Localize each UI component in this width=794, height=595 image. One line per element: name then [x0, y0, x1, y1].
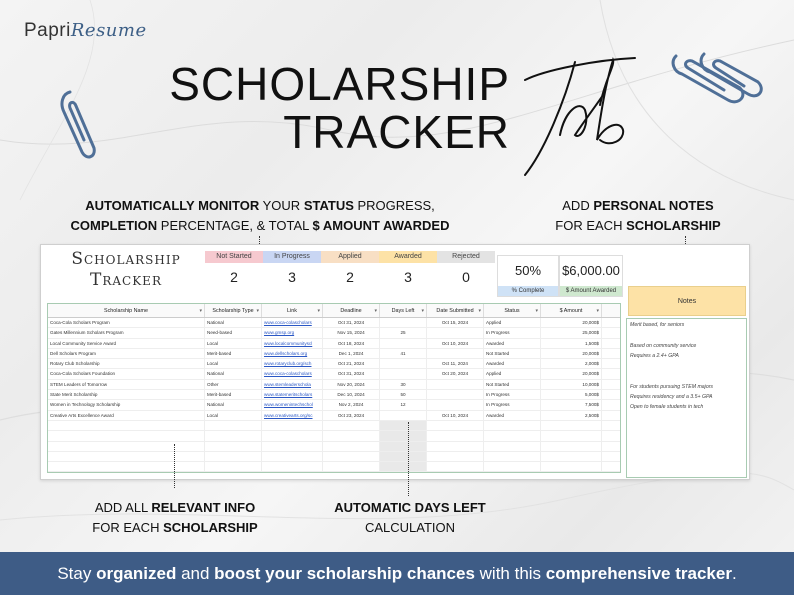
column-header[interactable]: Status ▾ — [484, 304, 541, 317]
table-cell[interactable]: Oct 31, 2024 — [323, 369, 380, 378]
table-cell[interactable]: Nov 15, 2024 — [323, 328, 380, 337]
table-cell[interactable] — [541, 431, 602, 440]
page-title — [150, 60, 510, 156]
table-cell[interactable]: Local — [205, 411, 262, 420]
note-text[interactable]: Open to female students in tech — [630, 404, 704, 411]
table-cell[interactable]: Nov 20, 2024 — [323, 380, 380, 389]
table-cell[interactable]: Awarded — [484, 339, 541, 348]
table-cell[interactable] — [48, 462, 205, 471]
table-cell[interactable]: www.coca-colascholars — [262, 318, 323, 327]
table-cell[interactable] — [380, 318, 427, 327]
table-cell[interactable] — [484, 421, 541, 430]
tab-script-lettering — [505, 40, 655, 185]
table-cell[interactable] — [427, 349, 484, 358]
table-cell[interactable]: Local Community Service Award — [48, 339, 205, 348]
table-cell[interactable] — [380, 339, 427, 348]
table-cell[interactable]: Local — [205, 359, 262, 368]
table-cell[interactable]: 25 — [380, 328, 427, 337]
table-cell[interactable]: Oct 21, 2024 — [323, 359, 380, 368]
table-cell[interactable] — [484, 431, 541, 440]
note-text[interactable]: Requires a 2.4+ GPA — [630, 352, 679, 359]
callout-days-left: AUTOMATIC DAYS LEFT CALCULATION — [334, 500, 486, 535]
table-cell[interactable] — [205, 452, 262, 461]
table-cell[interactable] — [380, 462, 427, 471]
table-cell[interactable]: Applied — [484, 369, 541, 378]
table-cell[interactable] — [427, 390, 484, 399]
table-row[interactable] — [48, 380, 620, 390]
table-cell[interactable] — [48, 452, 205, 461]
table-cell[interactable]: Merit-based — [205, 349, 262, 358]
table-cell[interactable]: In Progress — [484, 390, 541, 399]
table-cell[interactable] — [380, 431, 427, 440]
table-cell[interactable] — [262, 421, 323, 430]
table-cell[interactable] — [262, 442, 323, 451]
table-cell[interactable] — [48, 421, 205, 430]
table-cell[interactable]: Dec 1, 2024 — [323, 349, 380, 358]
table-row[interactable] — [48, 442, 620, 452]
table-cell[interactable]: Dec 10, 2024 — [323, 390, 380, 399]
table-cell[interactable]: Coca-Cola Scholars Program — [48, 318, 205, 327]
table-cell[interactable] — [380, 452, 427, 461]
sheet-logo: Scholarship Tracker — [71, 249, 181, 290]
table-cell[interactable]: Not Started — [484, 380, 541, 389]
table-cell[interactable]: Oct 20, 2024 — [427, 369, 484, 378]
column-header[interactable]: Scholarship Type ▾ — [205, 304, 262, 317]
stat-not-started: Not Started 2 — [205, 251, 263, 295]
table-cell[interactable]: Creative Arts Excellence Award — [48, 411, 205, 420]
table-cell[interactable]: 2,000$ — [541, 359, 602, 368]
table-cell[interactable] — [541, 462, 602, 471]
note-text[interactable]: Based on community service — [630, 342, 697, 349]
callout-connector — [408, 422, 409, 496]
table-cell[interactable]: www.stemleaderschola — [262, 380, 323, 389]
table-cell[interactable]: National — [205, 318, 262, 327]
table-cell[interactable] — [380, 442, 427, 451]
stat-awarded: Awarded 3 — [379, 251, 437, 295]
table-cell[interactable]: Awarded — [484, 359, 541, 368]
table-cell[interactable]: In Progress — [484, 400, 541, 409]
table-row[interactable] — [48, 390, 620, 400]
table-cell[interactable] — [380, 421, 427, 430]
column-header[interactable]: Deadline ▾ — [323, 304, 380, 317]
table-row[interactable] — [48, 411, 620, 421]
table-cell[interactable] — [205, 462, 262, 471]
table-cell[interactable] — [380, 359, 427, 368]
column-header[interactable]: Scholarship Name ▾ — [48, 304, 205, 317]
table-cell[interactable]: www.statemeritscholars — [262, 390, 323, 399]
table-cell[interactable]: www.creativearts.org/sc — [262, 411, 323, 420]
table-cell[interactable]: www.rotaryclub.org/sch — [262, 359, 323, 368]
table-cell[interactable] — [427, 442, 484, 451]
table-cell[interactable]: Merit-based — [205, 390, 262, 399]
notes-header: Notes — [628, 286, 746, 316]
table-cell[interactable] — [427, 462, 484, 471]
table-cell[interactable]: Awarded — [484, 411, 541, 420]
table-cell[interactable]: www.localcommunityscl — [262, 339, 323, 348]
table-cell[interactable] — [323, 431, 380, 440]
table-cell[interactable]: Oct 23, 2024 — [323, 411, 380, 420]
table-cell[interactable]: Gates Millennium Scholars Program — [48, 328, 205, 337]
table-cell[interactable]: Dell Scholars Program — [48, 349, 205, 358]
stat-in-progress: In Progress 3 — [263, 251, 321, 295]
callout-connector — [174, 444, 175, 488]
table-cell[interactable]: Oct 11, 2024 — [427, 359, 484, 368]
table-cell[interactable] — [427, 400, 484, 409]
table-cell[interactable] — [427, 452, 484, 461]
table-cell[interactable] — [380, 411, 427, 420]
table-row[interactable] — [48, 431, 620, 441]
column-header[interactable]: Days Left ▾ — [380, 304, 427, 317]
table-cell[interactable]: 12 — [380, 400, 427, 409]
table-cell[interactable] — [323, 462, 380, 471]
table-cell[interactable]: STEM Leaders of Tomorrow — [48, 380, 205, 389]
table-cell[interactable]: Oct 10, 2024 — [427, 339, 484, 348]
tab-script-text: Tab — [505, 40, 507, 41]
table-cell[interactable] — [205, 421, 262, 430]
table-cell[interactable]: Oct 31, 2024 — [323, 318, 380, 327]
table-cell[interactable] — [323, 452, 380, 461]
table-cell[interactable]: Need-based — [205, 328, 262, 337]
title-line-2: TRACKER — [283, 106, 510, 158]
table-cell[interactable] — [262, 462, 323, 471]
table-cell[interactable] — [427, 431, 484, 440]
note-text[interactable]: Merit based, for seniors — [630, 322, 685, 328]
table-cell[interactable] — [48, 442, 205, 451]
table-cell[interactable]: Coca-Cola Scholars Foundation — [48, 369, 205, 378]
table-cell[interactable]: 20,000$ — [541, 318, 602, 327]
table-cell[interactable] — [427, 421, 484, 430]
table-header — [48, 304, 620, 318]
table-cell[interactable]: 5,000$ — [541, 390, 602, 399]
stat-applied: Applied 2 — [321, 251, 379, 295]
column-header[interactable]: Date Submitted ▾ — [427, 304, 484, 317]
note-text[interactable]: For students pursuing STEM majors — [630, 383, 714, 390]
table-cell[interactable]: 1,500$ — [541, 339, 602, 348]
table-cell[interactable]: Local — [205, 339, 262, 348]
table-cell[interactable]: www.dellscholars.org — [262, 349, 323, 358]
table-cell[interactable] — [541, 442, 602, 451]
table-cell[interactable] — [323, 442, 380, 451]
table-cell[interactable] — [205, 442, 262, 451]
table-cell[interactable]: Oct 18, 2024 — [323, 339, 380, 348]
table-cell[interactable]: 41 — [380, 349, 427, 358]
brand-logo: PapriResume — [24, 20, 147, 41]
table-cell[interactable] — [541, 452, 602, 461]
table-cell[interactable] — [484, 462, 541, 471]
table-cell[interactable] — [48, 431, 205, 440]
paperclip-icon — [668, 46, 768, 116]
table-cell[interactable]: 30 — [380, 380, 427, 389]
table-row[interactable] — [48, 452, 620, 462]
table-cell[interactable]: 2,500$ — [541, 411, 602, 420]
table-row[interactable] — [48, 462, 620, 472]
table-row[interactable] — [48, 349, 620, 359]
table-row[interactable] — [48, 369, 620, 379]
callout-monitor-status: AUTOMATICALLY MONITOR YOUR STATUS PROGRESS, COMPLETION PERCENTAGE, & TOTAL $ AMOUNT AWARDED — [70, 198, 450, 233]
table-cell[interactable]: Oct 10, 2024 — [427, 411, 484, 420]
callout-personal-notes: ADD PERSONAL NOTES FOR EACH SCHOLARSHIP — [555, 198, 721, 233]
table-cell[interactable]: National — [205, 400, 262, 409]
table-row[interactable] — [48, 400, 620, 410]
table-cell[interactable]: Nov 2, 2024 — [323, 400, 380, 409]
table-cell[interactable]: National — [205, 369, 262, 378]
table-cell[interactable]: Applied — [484, 318, 541, 327]
table-row[interactable] — [48, 339, 620, 349]
table-row[interactable] — [48, 359, 620, 369]
table-cell[interactable]: Women in Technology Scholarship — [48, 400, 205, 409]
table-cell[interactable]: www.coca-colascholars — [262, 369, 323, 378]
table-cell[interactable]: In Progress — [484, 328, 541, 337]
note-text[interactable]: Requires residency and a 3.5+ GPA — [630, 394, 713, 401]
table-cell[interactable] — [205, 431, 262, 440]
table-cell[interactable] — [541, 421, 602, 430]
table-cell[interactable]: 20,000$ — [541, 349, 602, 358]
table-cell[interactable]: www.womenintechschol — [262, 400, 323, 409]
table-row[interactable] — [48, 421, 620, 431]
spreadsheet-preview — [40, 244, 750, 480]
table-cell[interactable] — [427, 328, 484, 337]
percent-complete-card: 50% % Complete — [497, 255, 559, 297]
table-cell[interactable] — [427, 380, 484, 389]
paperclip-icon — [52, 82, 100, 164]
scholarship-table — [47, 303, 621, 473]
table-cell[interactable]: State Merit Scholarship — [48, 390, 205, 399]
table-cell[interactable]: 50 — [380, 390, 427, 399]
table-cell[interactable]: 10,000$ — [541, 380, 602, 389]
column-header[interactable]: $ Amount ▾ — [541, 304, 602, 317]
table-cell[interactable]: Rotary Club Scholarship — [48, 359, 205, 368]
table-cell[interactable]: Not Started — [484, 349, 541, 358]
table-cell[interactable] — [380, 369, 427, 378]
table-row[interactable] — [48, 318, 620, 328]
stat-rejected: Rejected 0 — [437, 251, 495, 295]
table-cell[interactable] — [323, 421, 380, 430]
table-cell[interactable]: www.gmsp.org — [262, 328, 323, 337]
table-cell[interactable] — [484, 452, 541, 461]
table-cell[interactable] — [262, 431, 323, 440]
title-line-1: SCHOLARSHIP — [169, 58, 510, 110]
table-cell[interactable]: 20,000$ — [541, 369, 602, 378]
table-row[interactable] — [48, 328, 620, 338]
table-cell[interactable] — [262, 452, 323, 461]
callout-relevant-info: ADD ALL RELEVANT INFO FOR EACH SCHOLARSHIP — [92, 500, 258, 535]
table-cell[interactable]: Oct 15, 2024 — [427, 318, 484, 327]
table-cell[interactable]: 7,500$ — [541, 400, 602, 409]
table-cell[interactable] — [484, 442, 541, 451]
footer-banner: Stay organized and boost your scholarship chances with this comprehensive tracker. — [0, 552, 794, 595]
table-cell[interactable]: 25,000$ — [541, 328, 602, 337]
column-header[interactable]: Link ▾ — [262, 304, 323, 317]
amount-awarded-card: $6,000.00 $ Amount Awarded — [559, 255, 623, 297]
table-cell[interactable]: Other — [205, 380, 262, 389]
